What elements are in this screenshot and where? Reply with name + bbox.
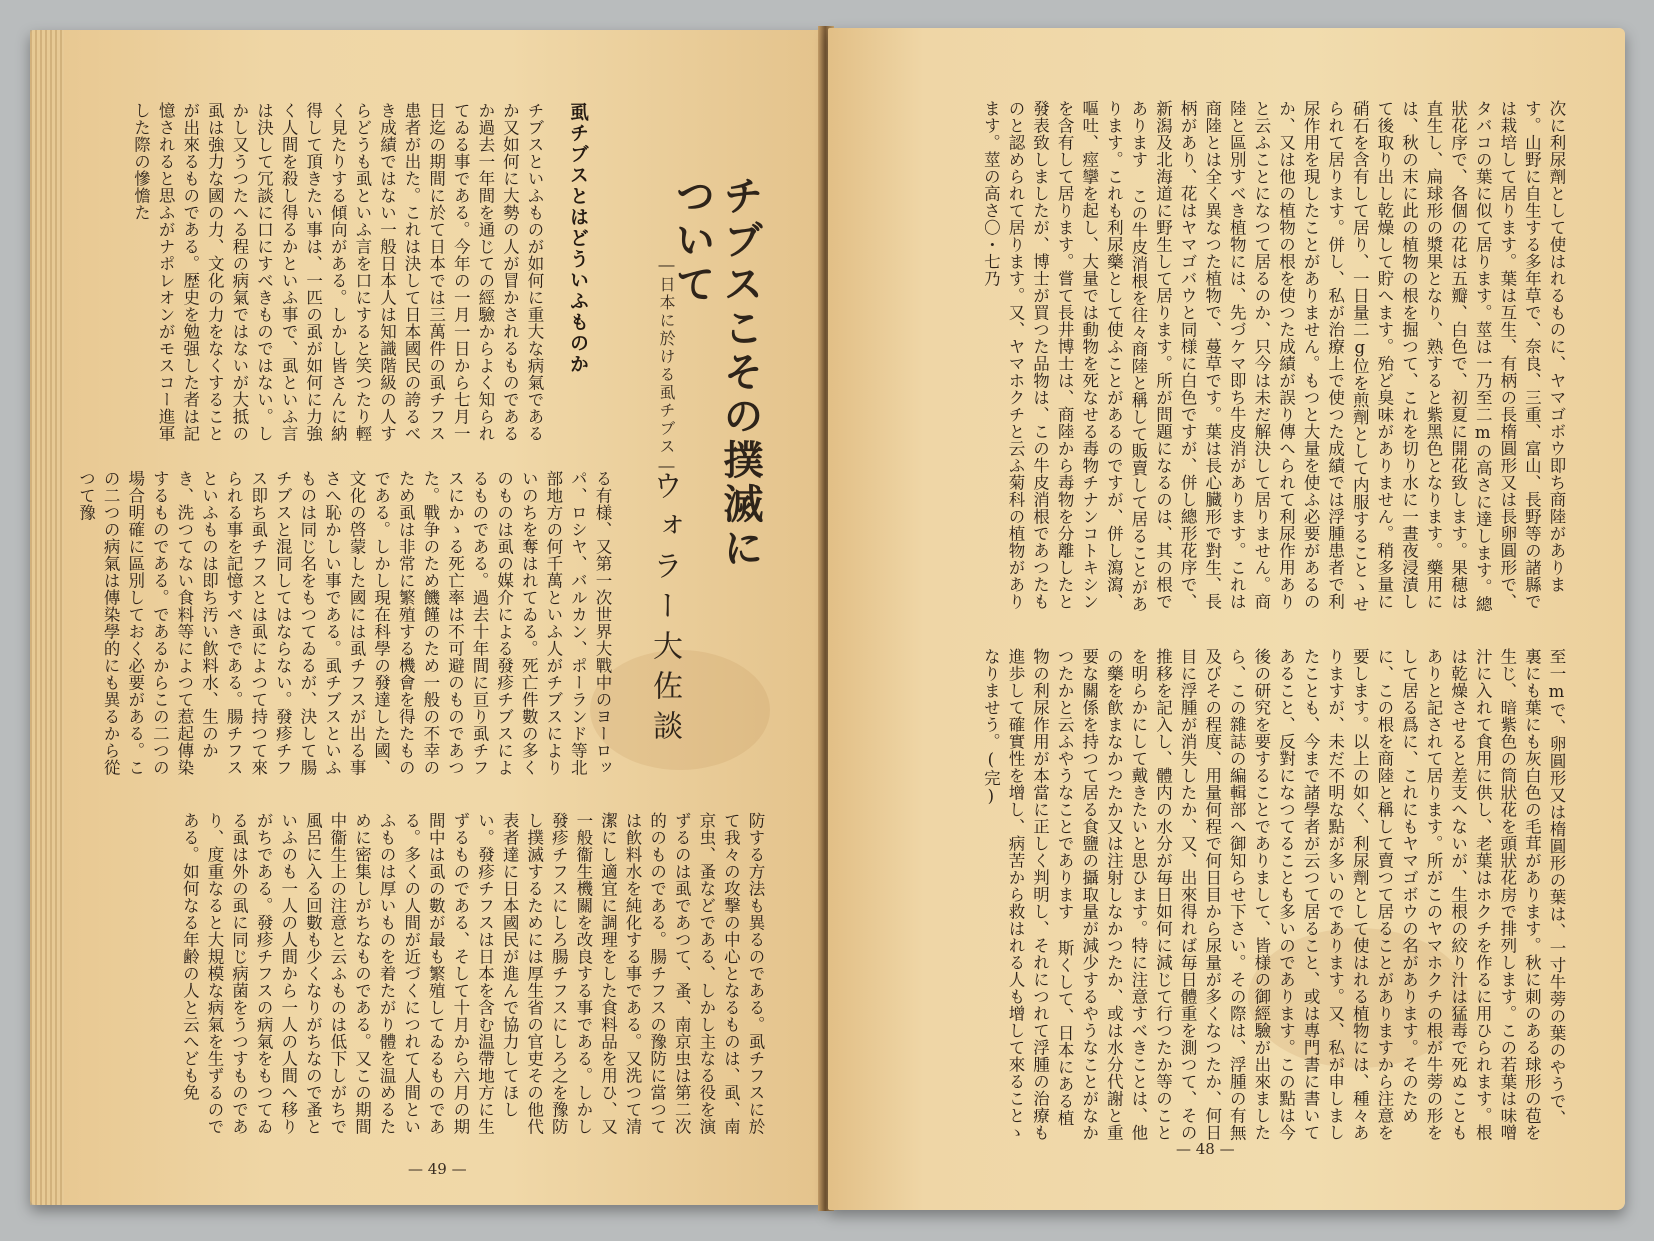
right-bottom-text: 至一mで、卵圓形又は楕圓形の葉は、一寸牛蒡の葉のやうで、裏にも葉にも灰白色の毛茸があります。秋に刺のある球形の苞を生じ、暗紫色の筒狀花を頭狀花房で排列します。この若葉は味噌汁に入れて食用に供し、老葉はホクチを作るに用ひられます。根は乾燥させると差支へないが、生根の絞り汁は猛毒で死ぬこともありと記されて居ります。所がこのヤマホクチの根が牛蒡の形をして居る爲に、これにもヤマゴボウの名があります。そのために、この根を商陸と稱して賣つて居ることがありますから注意を要します。以上の如く、利尿劑として使はれる植物には、種々ありますが、未だ不明な點が多いのであります。又、私が申しましたことも、今まで諸學者が云つて居ること、或は專門書に書いてあること、反對になつてることも多いのであります。この點は今後の研究を要することでありまして、皆様の御經驗が出來ましたら、この雜誌の編輯部へ御知らせ下さい。その際は、浮腫の有無及びその程度、用量何程で何日目から尿量が多くなつたか、何日目に浮腫が消失したか、又、出來得れば毎日體重を測つて、その推移を記入し、體内の水分が毎日如何に減じて行つたか等のことを明らかにして戴きたいと思ひます。特に注意すべきことは、他の藥を飮まなかつたか又は注射しなかつたか、或は水分代謝と重要な關係を持つて居る食鹽の攝取量が減少するやうなことがなかつたかと云ふやうなことであります 斯くして、日本にある植物の利尿作用が本當に正しく判明し、それにつれて浮腫の治療も進歩して確實性を增し、病苦から救はれる人も增して來ることゝなりませう。(完) [981, 648, 1566, 1141]
left-middle-text: る有様、又第一次世界大戰中のヨーロッパ、ロシヤ、バルカン、ポーランド等北部地方の何千萬といふ人がチブスによりいのちを奪はれてゐる。死亡件數の多くのものは虱の媒介による發疹チブスによるものである。過去十年間に亘り虱チフスにかゝる死亡率は不可避のものであつた。戰争のため饑饉のため一般の不幸のため虱は非常に繁殖する機會を得たものである。しかし現在科學の發達した國、文化の啓蒙した國には虱チフスが出る事さへ恥かしい事である。虱チブスといふものは同じ名をもつてゐるが、決して腸チブスと混同してはならない。發疹チフス即ち虱チフスとは虱によつて持つて來られる事を記憶すべきである。腸チフスといふものは即ち汚い飮料水、生のかき、洗つてない食料等によつて惹起傳染するものである。であるからこの二つの場合明確に區別しておく必要がある。この二つの病氣は傳染學的にも異るから從つて豫 [76, 470, 612, 776]
right-top-text: 次に利尿劑として使はれるものに、ヤマゴボウ即ち商陸があります。山野に自生する多年草で、奈良、三重、富山、長野等の諸縣では栽培して居ります。葉は互生、有柄の長楕圓形又は長卵圓形で、タバコの葉に似て居ります。莖は一乃至二mの高さに達します。總狀花序で、各個の花は五瓣、白色で、初夏に開花致します。果穂は直生し、扁球形の漿果となり、熟すると紫黑色となります。藥用には、秋の末に此の植物の根を掘つて、これを切り水に一晝夜浸漬して後取り出し乾燥して貯へます。殆ど臭味がありません。稍多量に硝石を含有して居り、一日量二g位を煎劑として内服することゝせられて居ります。併し、私が治療上で使つた成績では浮腫患者で利尿作用を現したことがありません。もつと大量を使ふ必要があるのか、又は他の植物の根を使つた成績が誤り傳へられて利尿作用ありと云ふことになつて居るのか、只今は未だ解決して居りません。商陸と區別すべき植物には、先づケマ即ち牛皮消があります。これは商陸とは全く異なつた植物で、蔓草です。葉は長心臓形で對生、長柄があり、花はヤマゴバウと同様に白色ですが、併し總形花序で、新潟及北海道に野生して居ります。所が問題になるのは、其の根であります この牛皮消根を往々商陸と稱して販賣して居ることがあります。これも利尿藥として使ふことがあるのですが、併し瀉瀉、嘔吐、痙攣を起し、大量では動物を死なせる毒物チナンコトキシンを含有して居ります。嘗て長井博士は、商陸から毒物を分離したと發表致しましたが、博士が買つた品物は、この牛皮消根であつたものと認められて居ります。又、ヤマホクチと云ふ菊科の植物があります。莖の高さ〇・七乃 [981, 100, 1566, 613]
article-author: ウォラー大佐談 [647, 470, 682, 750]
article-subtitle: ―日本に於ける虱チブス― [657, 255, 676, 477]
left-bottom-text: 防する方法も異るのである。虱チフスに於て我々の攻撃の中心となるものは、虱、南京虫、蚤などである、しかし主なる役を演ずるのは虱であつて、蚤、南京虫は第二次的のものである。腸チフスの豫防に當つては飮料水を純化する事である。又洗つて清潔にし適宜に調理をした食料品を用ひ、又一般衞生機關を改良する事である。しかし發疹チフスにしろ腸チフスにしろ之を豫防し撲滅するためには厚生省の官吏その他代表者達に日本國民が進んで協力してほしい。發疹チフスは日本を含む温帶地方に生ずるものである、そして十月から六月の期間中は虱の數が最も繁殖してゐるものである。多くの人間が近づくにつれて人間といふものは厚いものを着たがり體を温めるために密集しがちなものである。又この期間中衞生上の注意と云ふものは低下しがちで風呂に入る回數も少くなりがちなので蚤といふのも一人の人間から一人の人間へ移りがちである。發疹チフスの病氣をもつてゐる虱は外の虱に同じ病菌をうつすものであり、度重なると大規模な病氣を生ずるのである。如何なる年齢の人と云へども免 [180, 812, 765, 1135]
page-number-left: — 49 — [408, 1160, 467, 1178]
article-title: チブスこその撲滅について [669, 175, 764, 571]
section-heading: 虱チブスとはどういふものか [567, 102, 589, 375]
left-page [30, 30, 825, 1205]
page-number-right: — 48 — [1176, 1140, 1235, 1158]
left-top-text: チブスといふものが如何に重大な病氣であるか又如何に大勢の人が冒かされるものであるか過去一年間を通じての經驗からよく知られてゐる事である。今年の一月一日から七月一日迄の期間に於て日本では三萬件の虱チフス患者が出た。これは決して日本國民の誇るべき成績ではない一般日本人は知識階級の人すらどうも虱といふ言を口にすると笑つたり輕く見たりする傾向がある。しかし皆さんに納得して頂きたい事は、一匹の虱が如何に力強く人間を殺し得るかといふ事で、虱といふ言は決して冗談に口にすべきものではない。しかし又うつたへる程の病氣ではないが大抵の虱は強力な國の力、文化の力をなくすることが出來るものである。歴史を勉强した者は記憶されると思ふがナポレオンがモスコー進軍した際の慘憺た [131, 102, 544, 442]
right-page [828, 28, 1625, 1210]
page-edges [30, 30, 64, 1205]
